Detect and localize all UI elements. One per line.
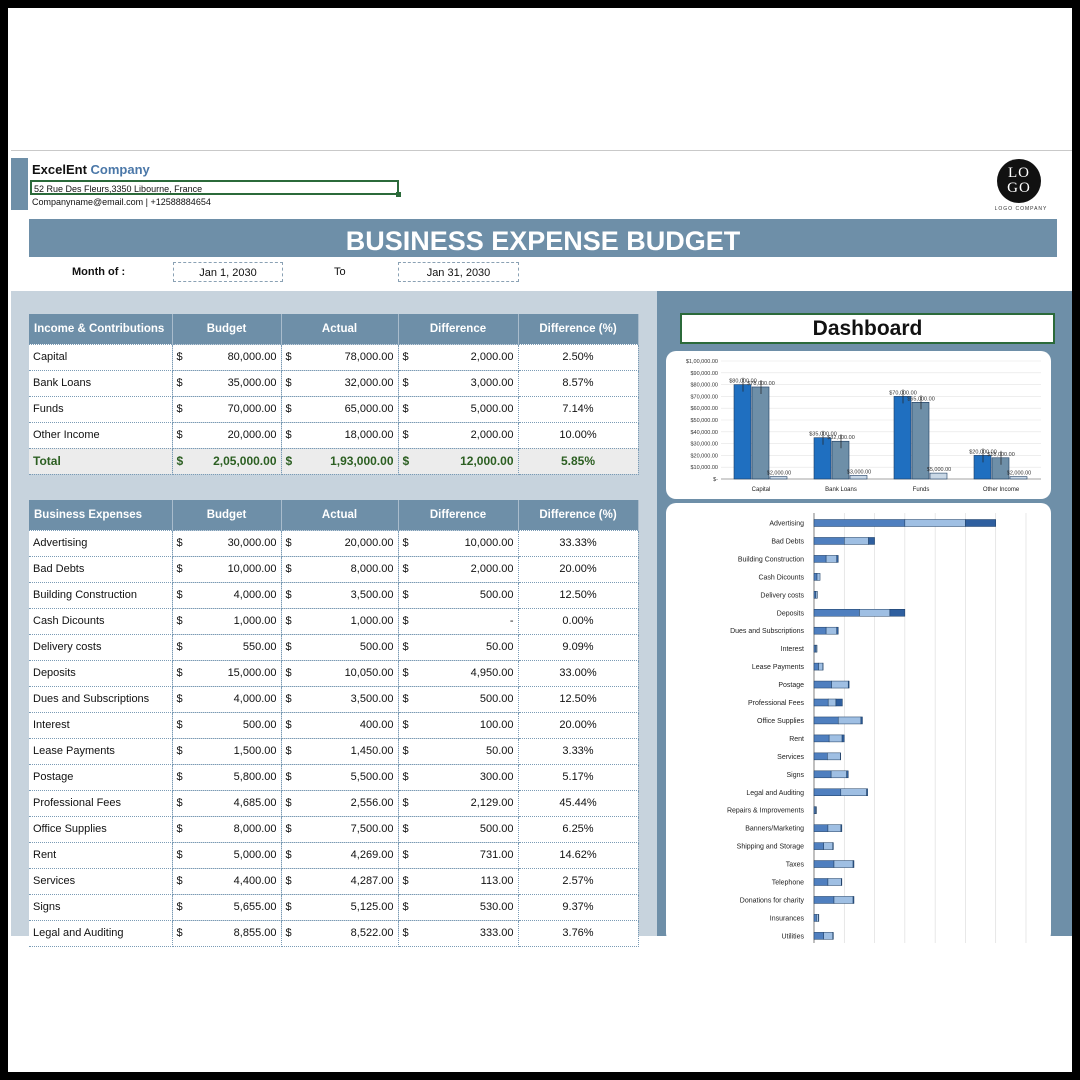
bar-difference[interactable]	[847, 771, 849, 778]
bar-budget[interactable]	[814, 735, 829, 742]
bar-actual[interactable]	[838, 717, 861, 724]
expense-row[interactable]	[29, 868, 638, 894]
row-label[interactable]: Services	[29, 868, 172, 894]
actual-cell[interactable]: $ 1,000.00	[281, 608, 398, 634]
y-tick-label: $10,000.00	[690, 465, 718, 472]
bar-difference[interactable]	[869, 537, 875, 544]
expenses-header-actual: Actual	[281, 500, 398, 530]
bar-difference[interactable]	[842, 735, 844, 742]
bar-actual[interactable]	[828, 825, 841, 832]
bar-difference[interactable]	[833, 843, 834, 850]
row-label[interactable]: Deposits	[29, 660, 172, 686]
bar-actual[interactable]	[819, 663, 823, 670]
company-name-part1: ExcelEnt	[32, 162, 87, 177]
budget-cell[interactable]: $ 15,000.00	[172, 660, 281, 686]
actual-cell[interactable]: $ 32,000.00	[281, 370, 398, 396]
actual-cell[interactable]: $ 1,450.00	[281, 738, 398, 764]
bar-actual[interactable]	[844, 537, 868, 544]
actual-cell[interactable]: $ 2,556.00	[281, 790, 398, 816]
category-label: Rent	[789, 735, 804, 743]
y-tick-label: $60,000.00	[690, 406, 718, 413]
income-row[interactable]	[29, 396, 638, 422]
total-difference-cell[interactable]: $ 12,000.00	[398, 448, 518, 474]
bar-difference[interactable]	[770, 477, 787, 479]
bar-budget[interactable]	[894, 396, 911, 479]
category-label: Office Supplies	[757, 717, 804, 725]
bar-budget[interactable]	[814, 573, 817, 580]
logo-caption: LOGO COMPANY	[994, 206, 1048, 212]
difference-cell[interactable]: $ 500.00	[398, 816, 518, 842]
actual-cell[interactable]: $ 3,500.00	[281, 686, 398, 712]
budget-cell[interactable]: $ 5,800.00	[172, 764, 281, 790]
expenses-header-category: Business Expenses	[29, 500, 172, 530]
budget-cell[interactable]: $ 70,000.00	[172, 396, 281, 422]
difference-pct-cell[interactable]: 3.33%	[518, 738, 638, 764]
category-label: Insurances	[769, 915, 804, 923]
expense-row[interactable]	[29, 738, 638, 764]
data-label: $3,000.00	[846, 469, 872, 476]
expense-bar-chart[interactable]	[666, 503, 1051, 943]
bar-actual[interactable]	[826, 555, 837, 562]
company-name-part2: Company	[90, 162, 150, 177]
expense-row[interactable]	[29, 660, 638, 686]
difference-cell[interactable]: $ 50.00	[398, 738, 518, 764]
category-label: Signs	[786, 771, 804, 779]
category-label: Utilities	[781, 933, 804, 941]
difference-cell[interactable]: $ 113.00	[398, 868, 518, 894]
bar-difference[interactable]	[841, 879, 842, 886]
actual-cell[interactable]: $ 5,125.00	[281, 894, 398, 920]
data-label: $2,000.00	[1006, 470, 1032, 477]
budget-cell[interactable]: $ 1,000.00	[172, 608, 281, 634]
difference-cell[interactable]: $ 2,000.00	[398, 556, 518, 582]
bar-budget[interactable]	[814, 537, 844, 544]
logo-text-top: LO	[1008, 165, 1030, 181]
difference-pct-cell[interactable]: 9.09%	[518, 634, 638, 660]
budget-cell[interactable]: $ 8,855.00	[172, 920, 281, 946]
bar-actual[interactable]	[905, 520, 966, 527]
bar-difference[interactable]	[890, 609, 905, 616]
data-label: $80,000.00	[729, 378, 757, 385]
difference-cell[interactable]: $ 10,000.00	[398, 530, 518, 556]
category-label: Cash Dicounts	[758, 574, 804, 582]
category-label: Delivery costs	[760, 592, 804, 600]
start-date-cell[interactable]: Jan 1, 2030	[173, 262, 283, 282]
difference-cell[interactable]: $ 2,129.00	[398, 790, 518, 816]
income-row[interactable]	[29, 370, 638, 396]
bar-budget[interactable]	[814, 914, 816, 921]
bar-budget[interactable]	[814, 699, 828, 706]
expense-row[interactable]	[29, 530, 638, 556]
income-header-actual: Actual	[281, 314, 398, 344]
budget-cell[interactable]: $ 5,000.00	[172, 842, 281, 868]
category-label: Taxes	[785, 861, 804, 869]
bar-actual[interactable]	[816, 914, 818, 921]
difference-cell[interactable]: $ 4,950.00	[398, 660, 518, 686]
data-label: $65,000.00	[907, 396, 935, 403]
row-label[interactable]: Capital	[29, 344, 172, 370]
difference-cell[interactable]: $ 500.00	[398, 686, 518, 712]
dashboard-title[interactable]: Dashboard	[680, 313, 1055, 344]
bar-budget[interactable]	[814, 681, 832, 688]
y-tick-label: $50,000.00	[690, 418, 718, 424]
bar-budget[interactable]	[814, 438, 831, 479]
category-label: Lease Payments	[751, 664, 804, 672]
income-table	[29, 314, 639, 475]
bar-actual[interactable]	[828, 879, 841, 886]
expenses-header-budget: Budget	[172, 500, 281, 530]
difference-pct-cell[interactable]: 3.76%	[518, 920, 638, 946]
budget-cell[interactable]: $ 4,400.00	[172, 868, 281, 894]
difference-pct-cell[interactable]: 33.00%	[518, 660, 638, 686]
difference-pct-cell[interactable]: 45.44%	[518, 790, 638, 816]
category-label: Advertising	[769, 520, 804, 528]
row-label[interactable]: Lease Payments	[29, 738, 172, 764]
bar-actual[interactable]	[859, 609, 889, 616]
row-label[interactable]: Advertising	[29, 530, 172, 556]
bar-difference[interactable]	[930, 473, 947, 479]
bar-budget[interactable]	[814, 825, 828, 832]
row-label[interactable]: Interest	[29, 712, 172, 738]
category-label: Banners/Marketing	[745, 825, 804, 833]
difference-pct-cell[interactable]: 20.00%	[518, 712, 638, 738]
income-header-category: Income & Contributions	[29, 314, 172, 344]
expense-row[interactable]	[29, 842, 638, 868]
row-label[interactable]: Delivery costs	[29, 634, 172, 660]
bar-difference[interactable]	[1010, 477, 1027, 479]
row-label[interactable]: Professional Fees	[29, 790, 172, 816]
spreadsheet-view[interactable]	[11, 150, 1072, 941]
income-row[interactable]	[29, 422, 638, 448]
actual-cell[interactable]: $ 10,050.00	[281, 660, 398, 686]
expense-row[interactable]	[29, 582, 638, 608]
difference-cell[interactable]: $ 2,000.00	[398, 422, 518, 448]
bar-budget[interactable]	[814, 753, 827, 760]
category-label: Telephone	[771, 879, 804, 887]
bar-budget[interactable]	[814, 861, 834, 868]
row-label[interactable]: Building Construction	[29, 582, 172, 608]
budget-cell[interactable]: $ 4,685.00	[172, 790, 281, 816]
expense-row[interactable]	[29, 816, 638, 842]
income-header-difference: Difference	[398, 314, 518, 344]
y-tick-label: $20,000.00	[690, 453, 718, 460]
row-label[interactable]: Bad Debts	[29, 556, 172, 582]
address-cell[interactable]	[30, 180, 399, 195]
category-label: Interest	[780, 646, 804, 654]
difference-cell[interactable]: $ 50.00	[398, 634, 518, 660]
budget-cell[interactable]: $ 4,000.00	[172, 686, 281, 712]
difference-pct-cell[interactable]: 14.62%	[518, 842, 638, 868]
bar-difference[interactable]	[837, 627, 839, 634]
bar-difference[interactable]	[833, 932, 834, 939]
expenses-header-difference: Difference	[398, 500, 518, 530]
data-label: $32,000.00	[827, 435, 855, 442]
bar-actual[interactable]	[817, 573, 820, 580]
actual-cell[interactable]: $ 400.00	[281, 712, 398, 738]
row-label[interactable]: Signs	[29, 894, 172, 920]
difference-cell[interactable]: $ 2,000.00	[398, 344, 518, 370]
difference-cell[interactable]: $ -	[398, 608, 518, 634]
income-total-row[interactable]	[29, 448, 638, 474]
y-tick-label: $70,000.00	[690, 394, 718, 401]
budget-cell[interactable]: $ 500.00	[172, 712, 281, 738]
bar-actual[interactable]	[829, 735, 842, 742]
bar-actual[interactable]	[831, 771, 847, 778]
income-header-difference-pct: Difference (%)	[518, 314, 638, 344]
actual-cell[interactable]: $ 8,522.00	[281, 920, 398, 946]
bar-budget[interactable]	[814, 879, 828, 886]
x-tick-label: Bank Loans	[825, 487, 857, 493]
actual-cell[interactable]: $ 4,287.00	[281, 868, 398, 894]
category-label: Dues and Subscriptions	[730, 628, 804, 636]
row-label[interactable]: Office Supplies	[29, 816, 172, 842]
data-label: $70,000.00	[889, 390, 917, 397]
income-header-row	[29, 314, 638, 344]
budget-cell[interactable]: $ 30,000.00	[172, 530, 281, 556]
actual-cell[interactable]: $ 3,500.00	[281, 582, 398, 608]
difference-pct-cell[interactable]: 33.33%	[518, 530, 638, 556]
bar-budget[interactable]	[814, 717, 838, 724]
difference-pct-cell[interactable]: 10.00%	[518, 422, 638, 448]
data-label: $18,000.00	[987, 451, 1015, 458]
bar-difference[interactable]	[853, 861, 854, 868]
address-text: 52 Rue Des Fleurs,3350 Libourne, France	[34, 184, 203, 194]
budget-cell[interactable]: $ 1,500.00	[172, 738, 281, 764]
actual-cell[interactable]: $ 78,000.00	[281, 344, 398, 370]
x-tick-label: Capital	[751, 487, 771, 493]
bar-budget[interactable]	[734, 385, 751, 479]
bar-budget[interactable]	[974, 455, 991, 479]
expenses-table	[29, 500, 639, 947]
total-budget-cell[interactable]: $ 2,05,000.00	[172, 448, 281, 474]
row-label[interactable]: Bank Loans	[29, 370, 172, 396]
difference-pct-cell[interactable]: 0.00%	[518, 608, 638, 634]
bar-budget[interactable]	[814, 843, 824, 850]
month-of-label: Month of :	[72, 266, 126, 278]
row-label[interactable]: Legal and Auditing	[29, 920, 172, 946]
data-label: $35,000.00	[809, 431, 837, 438]
data-label: $2,000.00	[766, 470, 792, 477]
y-tick-label: $80,000.00	[690, 382, 718, 389]
bar-budget[interactable]	[814, 663, 819, 670]
difference-cell[interactable]: $ 731.00	[398, 842, 518, 868]
bar-difference[interactable]	[836, 699, 842, 706]
row-label[interactable]: Other Income	[29, 422, 172, 448]
bar-actual[interactable]	[824, 932, 833, 939]
row-label[interactable]: Postage	[29, 764, 172, 790]
actual-cell[interactable]: $ 20,000.00	[281, 530, 398, 556]
screenshot-frame	[8, 8, 1072, 1072]
bar-difference[interactable]	[867, 789, 868, 796]
difference-cell[interactable]: $ 5,000.00	[398, 396, 518, 422]
bar-difference[interactable]	[853, 896, 854, 903]
bar-difference[interactable]	[841, 825, 842, 832]
income-header-budget: Budget	[172, 314, 281, 344]
to-label: To	[334, 266, 346, 278]
budget-cell[interactable]: $ 5,655.00	[172, 894, 281, 920]
bar-difference[interactable]	[837, 555, 839, 562]
y-tick-label: $-	[713, 477, 718, 483]
bar-budget[interactable]	[814, 627, 826, 634]
category-label: Repairs & Improvements	[726, 807, 804, 815]
bar-difference[interactable]	[848, 681, 849, 688]
bar-actual[interactable]	[841, 789, 867, 796]
actual-cell[interactable]: $ 500.00	[281, 634, 398, 660]
bar-actual[interactable]	[752, 387, 769, 479]
data-label: $78,000.00	[747, 380, 775, 387]
data-label: $5,000.00	[926, 467, 952, 474]
budget-cell[interactable]: $ 4,000.00	[172, 582, 281, 608]
expenses-header-difference-pct: Difference (%)	[518, 500, 638, 530]
bar-budget[interactable]	[814, 771, 831, 778]
bar-budget[interactable]	[814, 932, 824, 939]
contact-info: Companyname@email.com | +12588884654	[32, 197, 211, 207]
difference-pct-cell[interactable]: 8.57%	[518, 370, 638, 396]
bar-actual[interactable]	[834, 896, 853, 903]
income-chart-card[interactable]	[666, 351, 1051, 499]
row-label[interactable]: Rent	[29, 842, 172, 868]
total-difference-pct-cell[interactable]: 5.85%	[518, 448, 638, 474]
category-label: Bad Debts	[771, 538, 804, 546]
expense-chart-card[interactable]	[666, 503, 1051, 943]
budget-cell[interactable]: $ 80,000.00	[172, 344, 281, 370]
bar-actual[interactable]	[826, 627, 837, 634]
difference-pct-cell[interactable]: 7.14%	[518, 396, 638, 422]
actual-cell[interactable]: $ 7,500.00	[281, 816, 398, 842]
data-label: $20,000.00	[969, 449, 997, 456]
row-label[interactable]: Funds	[29, 396, 172, 422]
bar-budget[interactable]	[814, 896, 834, 903]
expense-row[interactable]	[29, 790, 638, 816]
bar-difference[interactable]	[861, 717, 863, 724]
header-accent-bar	[11, 158, 28, 210]
bar-difference[interactable]	[850, 475, 867, 479]
x-tick-label: Funds	[912, 487, 930, 493]
budget-cell[interactable]: $ 35,000.00	[172, 370, 281, 396]
bar-budget[interactable]	[814, 520, 905, 527]
y-tick-label: $30,000.00	[690, 441, 718, 448]
cell-fill-handle[interactable]	[396, 192, 401, 197]
y-tick-label: $1,00,000.00	[685, 359, 718, 365]
actual-cell[interactable]: $ 18,000.00	[281, 422, 398, 448]
difference-pct-cell[interactable]: 2.57%	[518, 868, 638, 894]
category-label: Deposits	[776, 610, 804, 618]
expense-row[interactable]	[29, 556, 638, 582]
page-title: BUSINESS EXPENSE BUDGET	[29, 219, 1057, 257]
budget-cell[interactable]: $ 20,000.00	[172, 422, 281, 448]
expenses-header-row	[29, 500, 638, 530]
bar-actual[interactable]	[834, 861, 853, 868]
bar-budget[interactable]	[814, 609, 859, 616]
expense-row[interactable]	[29, 608, 638, 634]
company-name	[32, 162, 150, 177]
difference-cell[interactable]: $ 333.00	[398, 920, 518, 946]
income-bar-chart[interactable]	[666, 351, 1051, 499]
difference-pct-cell[interactable]: 2.50%	[518, 344, 638, 370]
company-logo	[997, 159, 1041, 203]
expense-row[interactable]	[29, 686, 638, 712]
bar-actual[interactable]	[827, 753, 840, 760]
row-label[interactable]: Dues and Subscriptions	[29, 686, 172, 712]
difference-cell[interactable]: $ 3,000.00	[398, 370, 518, 396]
expense-row[interactable]	[29, 894, 638, 920]
difference-pct-cell[interactable]: 6.25%	[518, 816, 638, 842]
bar-actual[interactable]	[828, 699, 836, 706]
actual-cell[interactable]: $ 8,000.00	[281, 556, 398, 582]
budget-cell[interactable]: $ 10,000.00	[172, 556, 281, 582]
category-label: Shipping and Storage	[736, 843, 804, 851]
difference-cell[interactable]: $ 500.00	[398, 582, 518, 608]
difference-pct-cell[interactable]: 12.50%	[518, 582, 638, 608]
total-actual-cell[interactable]: $ 1,93,000.00	[281, 448, 398, 474]
difference-pct-cell[interactable]: 5.17%	[518, 764, 638, 790]
expense-row[interactable]	[29, 764, 638, 790]
logo-text-bottom: GO	[1007, 180, 1031, 196]
income-row[interactable]	[29, 344, 638, 370]
category-label: Building Construction	[737, 556, 804, 564]
total-label[interactable]: Total	[29, 448, 172, 474]
actual-cell[interactable]: $ 5,500.00	[281, 764, 398, 790]
bar-actual[interactable]	[824, 843, 833, 850]
difference-pct-cell[interactable]: 12.50%	[518, 686, 638, 712]
difference-cell[interactable]: $ 530.00	[398, 894, 518, 920]
category-label: Services	[777, 753, 804, 761]
bar-actual[interactable]	[832, 681, 849, 688]
category-label: Postage	[778, 682, 804, 690]
category-label: Professional Fees	[747, 700, 804, 707]
bar-difference[interactable]	[965, 520, 995, 527]
actual-cell[interactable]: $ 65,000.00	[281, 396, 398, 422]
budget-cell[interactable]: $ 550.00	[172, 634, 281, 660]
difference-cell[interactable]: $ 100.00	[398, 712, 518, 738]
actual-cell[interactable]: $ 4,269.00	[281, 842, 398, 868]
bar-budget[interactable]	[814, 555, 826, 562]
difference-pct-cell[interactable]: 9.37%	[518, 894, 638, 920]
category-label: Donations for charity	[739, 897, 804, 905]
x-tick-label: Other Income	[982, 487, 1020, 493]
bar-budget[interactable]	[814, 789, 841, 796]
category-label: Legal and Auditing	[746, 789, 804, 797]
end-date-cell[interactable]: Jan 31, 2030	[398, 262, 519, 282]
difference-pct-cell[interactable]: 20.00%	[518, 556, 638, 582]
difference-cell[interactable]: $ 300.00	[398, 764, 518, 790]
y-tick-label: $40,000.00	[690, 429, 718, 436]
row-label[interactable]: Cash Dicounts	[29, 608, 172, 634]
budget-cell[interactable]: $ 8,000.00	[172, 816, 281, 842]
y-tick-label: $90,000.00	[690, 370, 718, 377]
expense-row[interactable]	[29, 920, 638, 946]
expense-row[interactable]	[29, 634, 638, 660]
expense-row[interactable]	[29, 712, 638, 738]
